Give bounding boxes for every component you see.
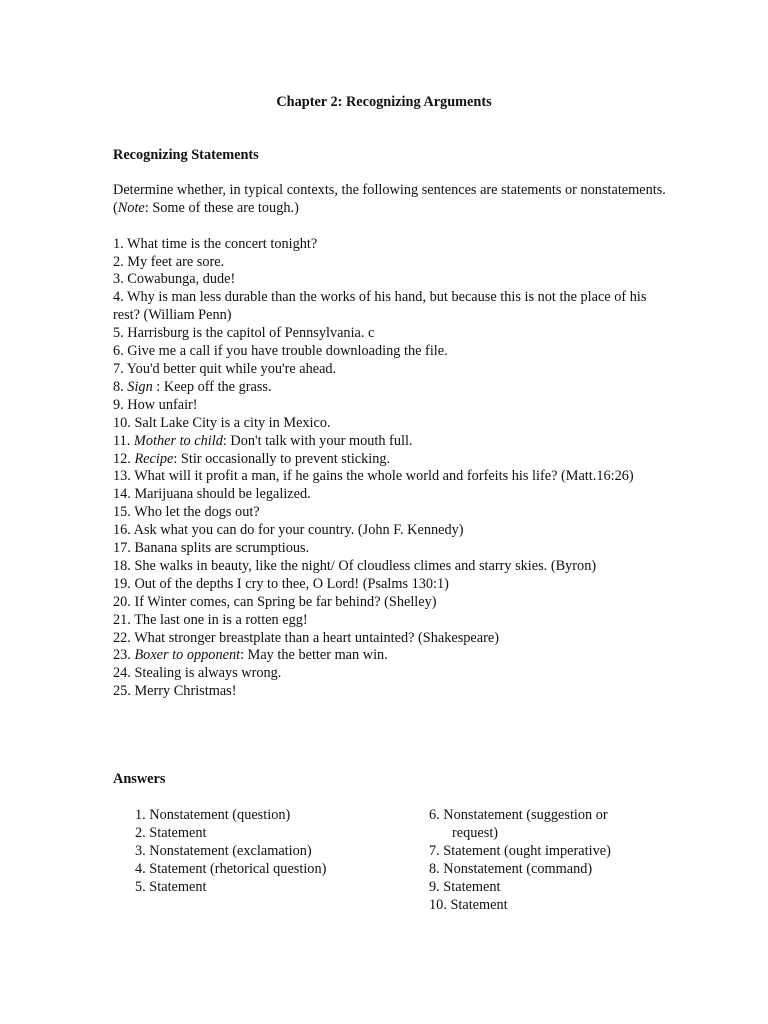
exercise-item — [113, 236, 673, 254]
item-number: 18. — [113, 557, 135, 574]
answer-item — [429, 807, 669, 843]
answer-item — [135, 807, 395, 825]
exercise-item — [113, 594, 673, 612]
exercise-item — [113, 540, 673, 558]
item-context-label: Mother to child — [133, 432, 223, 449]
item-text: You'd better quit while you're ahead. — [126, 360, 337, 377]
item-text: : May the better man win. — [240, 647, 388, 664]
item-text: What will it profit a man, if he gains the whole world and forfeits his life? (Matt.16:26) — [134, 468, 634, 485]
exercise-item — [113, 486, 673, 504]
item-number: 11. — [113, 432, 134, 449]
answer-text: 5. Statement — [135, 878, 207, 895]
item-text: What stronger breastplate than a heart untainted? (Shakespeare) — [134, 629, 499, 646]
answer-text: 3. Nonstatement (exclamation) — [135, 842, 312, 859]
exercise-item — [113, 522, 673, 540]
answer-text: 10. Statement — [429, 896, 508, 913]
answer-text: 7. Statement (ought imperative) — [429, 842, 611, 859]
item-text: How unfair! — [127, 396, 198, 413]
item-number: 23. — [113, 647, 135, 664]
exercise-item — [113, 325, 673, 343]
item-text: If Winter comes, can Spring be far behind? (Shelley) — [134, 593, 437, 610]
answer-text: 6. Nonstatement (suggestion or — [429, 807, 608, 823]
item-number: 15. — [113, 504, 135, 521]
exercise-item — [113, 468, 673, 486]
section-heading-recognizing-statements: Recognizing Statements — [113, 146, 259, 163]
note-label: Note — [117, 199, 145, 216]
item-text: Why is man less durable than the works of his hand, but because this is not the place of his rest? (William Penn) — [113, 289, 647, 324]
item-text: Who let the dogs out? — [134, 504, 260, 521]
item-number: 25. — [113, 683, 135, 700]
answer-text: 8. Nonstatement (command) — [429, 860, 593, 877]
item-number: 5. — [113, 325, 128, 342]
answers-column-left — [135, 807, 395, 897]
answer-item — [135, 879, 395, 897]
exercise-item — [113, 683, 673, 701]
item-number: 14. — [113, 486, 135, 503]
answers-column-right — [429, 807, 669, 914]
item-number: 20. — [113, 593, 135, 610]
exercise-item — [113, 397, 673, 415]
item-number: 2. — [113, 253, 128, 270]
instructions-paragraph — [113, 182, 673, 218]
item-number: 10. — [113, 414, 135, 431]
item-text: Cowabunga, dude! — [127, 271, 236, 288]
exercise-item — [113, 647, 673, 665]
item-number: 16. — [113, 522, 134, 539]
answer-item — [429, 861, 669, 879]
item-text: Stealing is always wrong. — [134, 665, 282, 682]
answer-text: 9. Statement — [429, 878, 501, 895]
exercise-item — [113, 504, 673, 522]
item-context-label: Recipe — [134, 450, 174, 467]
item-text: What time is the concert tonight? — [127, 235, 318, 252]
exercise-item — [113, 361, 673, 379]
item-number: 13. — [113, 468, 135, 485]
exercise-item — [113, 289, 673, 325]
answer-item — [135, 861, 395, 879]
item-number: 19. — [113, 575, 135, 592]
item-number: 1. — [113, 235, 128, 252]
item-text: My feet are sore. — [127, 253, 225, 270]
item-text: Marijuana should be legalized. — [134, 486, 311, 503]
item-text: Ask what you can do for your country. (John F. Kennedy) — [133, 522, 464, 539]
item-text: The last one in is a rotten egg! — [134, 611, 308, 628]
item-number: 6. — [113, 343, 128, 360]
document-page — [113, 94, 673, 913]
exercise-item — [113, 558, 673, 576]
item-number: 3. — [113, 271, 128, 288]
answer-item — [429, 879, 669, 897]
answer-text: 1. Nonstatement (question) — [135, 807, 291, 823]
exercise-item — [113, 415, 673, 433]
exercise-item — [113, 379, 673, 397]
answer-text: 4. Statement (rhetorical question) — [135, 860, 327, 877]
item-text: Out of the depths I cry to thee, O Lord! (Psalms 130:1) — [134, 575, 449, 592]
instructions-text: Determine whether, in typical contexts, the following sentences are statements or nonstatements. ( — [113, 181, 666, 216]
item-text: Banana splits are scrumptious. — [134, 540, 310, 557]
answer-item — [429, 897, 669, 915]
section-heading-answers: Answers — [113, 771, 166, 787]
answer-item — [135, 825, 395, 843]
exercise-item — [113, 271, 673, 289]
exercise-item — [113, 630, 673, 648]
exercise-item — [113, 612, 673, 630]
note-text: : Some of these are tough.) — [144, 199, 299, 216]
item-context-label: Boxer to opponent — [134, 647, 241, 664]
exercise-item — [113, 254, 673, 272]
item-number: 24. — [113, 665, 135, 682]
exercise-item — [113, 451, 673, 469]
item-number: 9. — [113, 396, 128, 413]
answer-item — [429, 843, 669, 861]
exercise-item — [113, 665, 673, 683]
item-number: 21. — [113, 611, 135, 628]
exercise-item — [113, 343, 673, 361]
item-text: Salt Lake City is a city in Mexico. — [134, 414, 331, 431]
answer-item — [135, 843, 395, 861]
page-title: Chapter 2: Recognizing Arguments — [276, 94, 492, 110]
answer-text-continued: request) — [452, 824, 499, 841]
item-number: 8. — [113, 378, 128, 395]
item-number: 22. — [113, 629, 135, 646]
item-text: Harrisburg is the capitol of Pennsylvania. c — [127, 325, 375, 342]
item-text: Merry Christmas! — [134, 683, 237, 700]
item-text: : Don't talk with your mouth full. — [222, 432, 413, 449]
item-text: : Keep off the grass. — [152, 378, 272, 395]
item-context-label: Sign — [127, 378, 153, 395]
answer-text: 2. Statement — [135, 824, 207, 841]
exercise-item — [113, 576, 673, 594]
item-text: She walks in beauty, like the night/ Of cloudless climes and starry skies. (Byron) — [134, 557, 597, 574]
item-number: 7. — [113, 360, 127, 377]
item-number: 12. — [113, 450, 135, 467]
item-number: 4. — [113, 289, 128, 306]
item-text: Give me a call if you have trouble downloading the file. — [127, 343, 448, 360]
exercise-list — [113, 236, 673, 702]
exercise-item — [113, 433, 673, 451]
item-number: 17. — [113, 540, 135, 557]
item-text: : Stir occasionally to prevent sticking. — [173, 450, 391, 467]
